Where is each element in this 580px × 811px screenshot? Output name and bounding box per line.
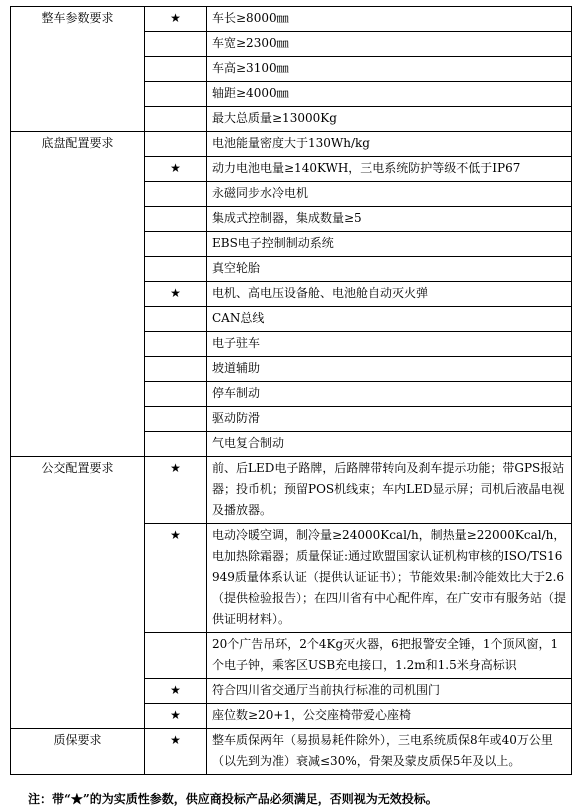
table-row [11, 7, 572, 32]
star-icon: ★ [145, 704, 207, 729]
requirement-text: 气电复合制动 [207, 432, 572, 457]
star-icon: ★ [145, 7, 207, 32]
category-cell: 公交配置要求 [11, 457, 145, 729]
spec-table [10, 6, 572, 775]
star-cell-empty [145, 257, 207, 282]
requirement-text: 最大总质量≥13000Kg [207, 107, 572, 132]
star-icon: ★ [145, 729, 207, 775]
requirement-text: EBS电子控制制动系统 [207, 232, 572, 257]
star-cell-empty [145, 107, 207, 132]
star-cell-empty [145, 32, 207, 57]
table-row [11, 729, 572, 775]
star-cell-empty [145, 307, 207, 332]
requirement-text: 动力电池电量≥140KWH，三电系统防护等级不低于IP67 [207, 157, 572, 182]
requirement-text: 坡道辅助 [207, 357, 572, 382]
requirement-text: 电子驻车 [207, 332, 572, 357]
star-cell-empty [145, 207, 207, 232]
requirement-text: 20个广告吊环，2个4Kg灭火器，6把报警安全锤，1个顶风窗，1个电子钟，乘客区USB充电接口，1.2m和1.5米身高标识 [207, 633, 572, 679]
requirement-text: 停车制动 [207, 382, 572, 407]
footnote: 注：带“★”的为实质性参数，供应商投标产品必须满足，否则视为无效投标。 [28, 792, 438, 806]
requirement-text: 驱动防滑 [207, 407, 572, 432]
requirement-text: 整车质保两年（易损易耗件除外），三电系统质保8年或40万公里（以先到为准）衰减≤30%，骨架及蒙皮质保5年及以上。 [207, 729, 572, 775]
star-cell-empty [145, 357, 207, 382]
star-cell-empty [145, 332, 207, 357]
star-icon: ★ [145, 457, 207, 524]
star-cell-empty [145, 57, 207, 82]
requirement-text: 电池能量密度大于130Wh/kg [207, 132, 572, 157]
table-row [11, 457, 572, 524]
requirement-text: 前、后LED电子路牌，后路牌带转向及刹车提示功能；带GPS报站器；投币机；预留POS机线束；车内LED显示屏；司机后液晶电视及播放器。 [207, 457, 572, 524]
category-cell: 质保要求 [11, 729, 145, 775]
star-cell-empty [145, 232, 207, 257]
star-cell-empty [145, 633, 207, 679]
spec-table-body [11, 7, 572, 775]
requirement-text: 永磁同步水冷电机 [207, 182, 572, 207]
star-cell-empty [145, 382, 207, 407]
star-cell-empty [145, 407, 207, 432]
requirement-text: 座位数≥20+1，公交座椅带爱心座椅 [207, 704, 572, 729]
star-icon: ★ [145, 524, 207, 633]
requirement-text: 轴距≥4000㎜ [207, 82, 572, 107]
requirement-text: 电机、高电压设备舱、电池舱自动灭火弹 [207, 282, 572, 307]
star-icon: ★ [145, 679, 207, 704]
requirement-text: 集成式控制器，集成数量≥5 [207, 207, 572, 232]
requirement-text: 符合四川省交通厅当前执行标准的司机围门 [207, 679, 572, 704]
requirement-text: CAN总线 [207, 307, 572, 332]
requirement-text: 车长≥8000㎜ [207, 7, 572, 32]
star-cell-empty [145, 182, 207, 207]
category-cell: 整车参数要求 [11, 7, 145, 132]
requirement-text: 真空轮胎 [207, 257, 572, 282]
star-cell-empty [145, 432, 207, 457]
star-icon: ★ [145, 282, 207, 307]
requirement-text: 电动冷暖空调，制冷量≥24000Kcal/h，制热量≥22000Kcal/h，电加热除霜器；质量保证:通过欧盟国家认证机构审核的ISO/TS16949质量体系认证（提供认证证书）；节能效果:制冷能效比大于2.6（提供检验报告）；在四川省有中心配件库，在广安市有服务站（提供证明材料）。 [207, 524, 572, 633]
category-cell: 底盘配置要求 [11, 132, 145, 457]
star-cell-empty [145, 132, 207, 157]
star-cell-empty [145, 82, 207, 107]
requirement-text: 车宽≥2300㎜ [207, 32, 572, 57]
star-icon: ★ [145, 157, 207, 182]
requirement-text: 车高≥3100㎜ [207, 57, 572, 82]
table-row [11, 132, 572, 157]
